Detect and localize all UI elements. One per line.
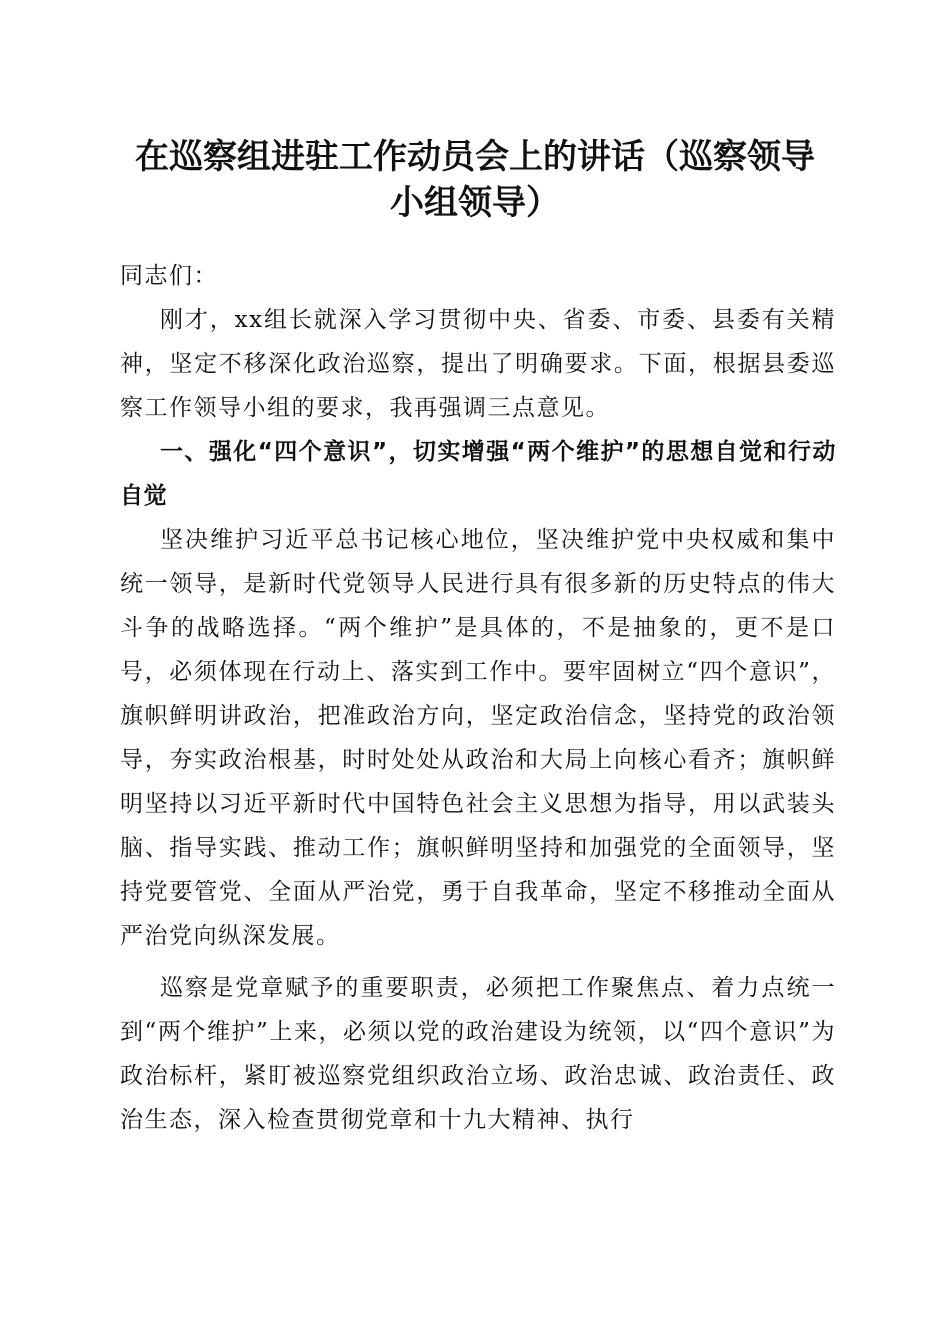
title-line-2: 小组领导）	[390, 183, 560, 223]
salutation: 同志们：	[120, 263, 218, 289]
title-line-1: 在巡察组进驻工作动员会上的讲话（巡察领导	[135, 137, 815, 177]
body-paragraph-1: 坚决维护习近平总书记核心地位，坚决维护党中央权威和集中统一领导，是新时代党领导人民进行具有很多新的历史特点的伟大斗争的战略选择。“两个维护”是具体的，不是抽象的，更不是口号，必须体现在行动上、落实到工作中。要牢固树立“四个意识”，旗帜鲜明讲政治，把准政治方向，坚定政治信念，坚持党的政治领导，夯实政治根基，时时处处从政治和大局上向核心看齐；旗帜鲜明坚持以习近平新时代中国特色社会主义思想为指导，用以武装头脑、指导实践、推动工作；旗帜鲜明坚持和加强党的全面领导，坚持党要管党、全面从严治党，勇于自我革命，坚定不移推动全面从严治党向纵深发展。	[120, 527, 836, 949]
document-title	[110, 134, 840, 226]
body-paragraph-2: 巡察是党章赋予的重要职责，必须把工作聚焦点、着力点统一到“两个维护”上来，必须以党的政治建设为统领，以“四个意识”为政治标杆，紧盯被巡察党组织政治立场、政治忠诚、政治责任、政治生态，深入检查贯彻党章和十九大精神、执行	[120, 975, 836, 1133]
document-body	[120, 254, 836, 1142]
intro-paragraph: 刚才，xx组长就深入学习贯彻中央、省委、市委、县委有关精神，坚定不移深化政治巡察，提出了明确要求。下面，根据县委巡察工作领导小组的要求，我再强调三点意见。	[120, 307, 836, 421]
section-heading-1: 一、强化“四个意识”，切实增强“两个维护”的思想自觉和行动自觉	[120, 439, 836, 509]
